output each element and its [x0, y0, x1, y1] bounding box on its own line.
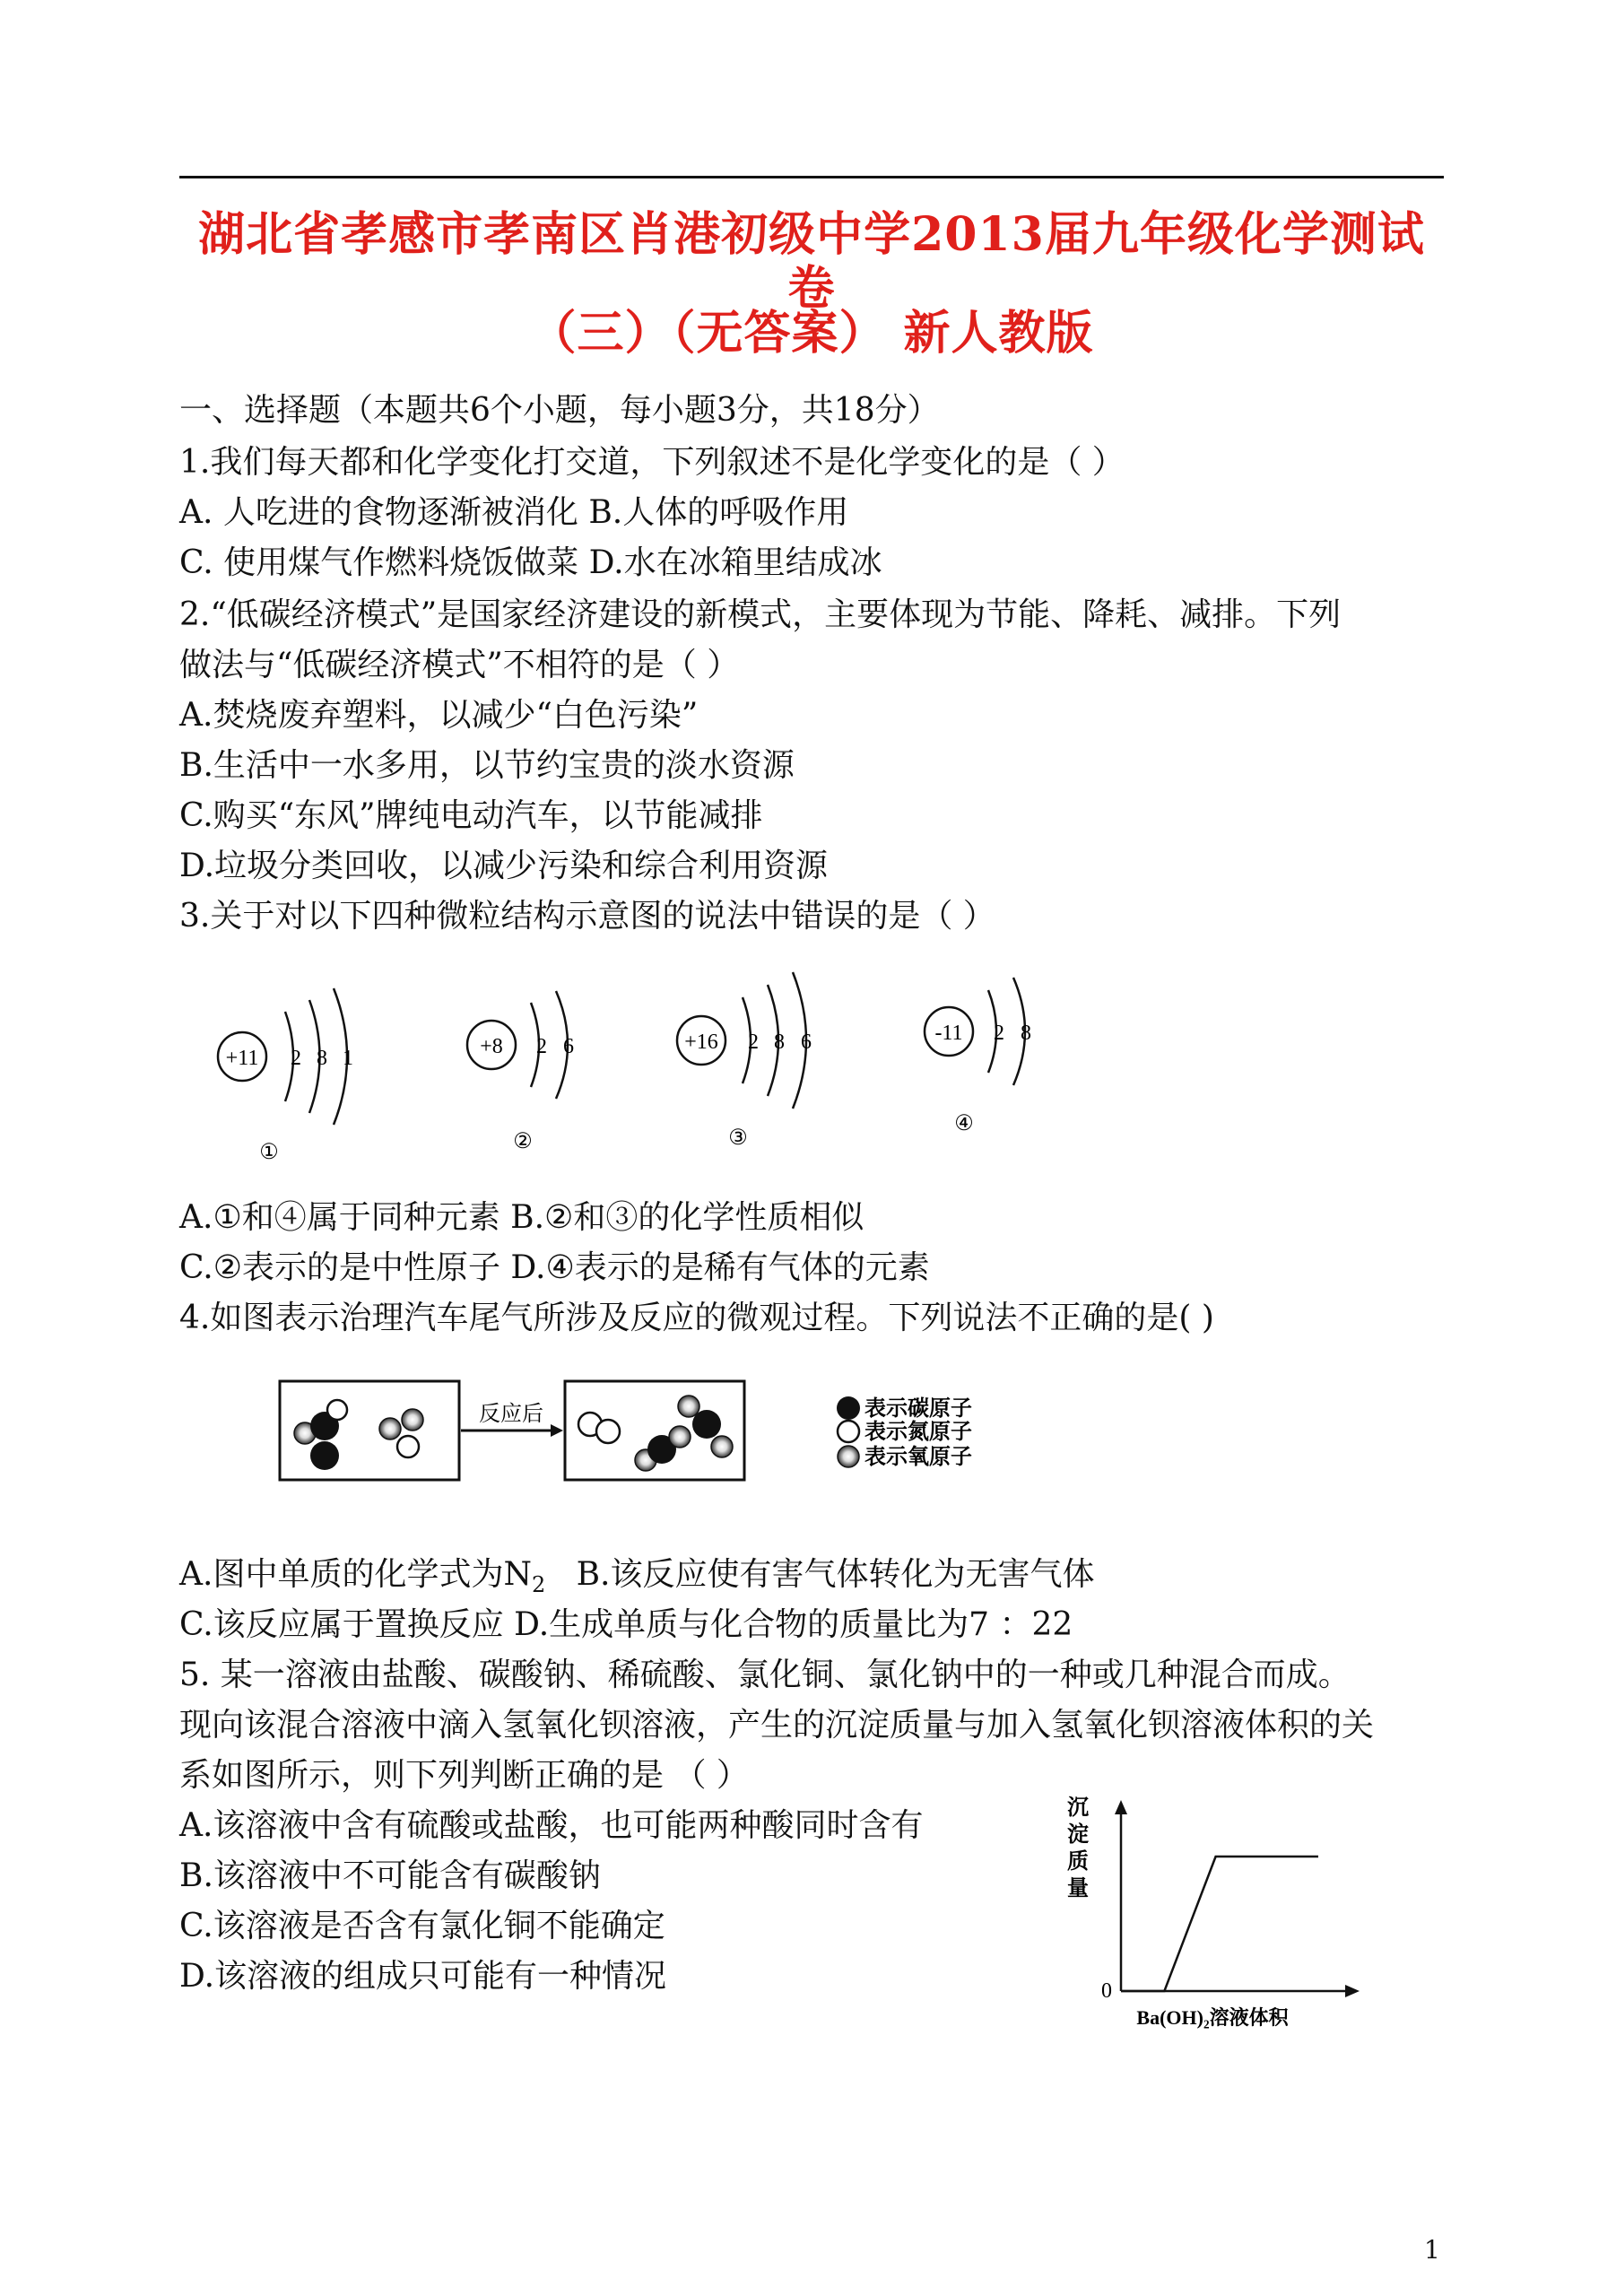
particle-1 — [218, 988, 353, 1164]
top-rule — [179, 176, 1444, 178]
chart-series-line — [1121, 1857, 1318, 1991]
particle-3-shell-3: 6 — [801, 1031, 812, 1054]
particle-1-shell-1: 2 — [291, 1047, 301, 1070]
particle-2-shell-1: 2 — [536, 1035, 547, 1058]
q3-options-cd: C.②表示的是中性原子 D.④表示的是稀有气体的元素 — [179, 1249, 930, 1286]
particle-3-shell-1: 2 — [748, 1031, 759, 1054]
particle-1-nucleus: +11 — [225, 1047, 259, 1070]
q5-stem-line3: 系如图所示，则下列判断正确的是 （ ） — [179, 1757, 749, 1794]
page-title-line2: （三）（无答案） 新人教版 — [529, 306, 1094, 361]
chart-y-axis-label-char: 质 — [1067, 1850, 1089, 1874]
particle-2 — [467, 991, 574, 1153]
particle-2-label: ② — [513, 1130, 533, 1153]
reaction-diagram — [269, 1370, 1013, 1505]
q2-stem-line1: 2.“低碳经济模式”是国家经济建设的新模式，主要体现为节能、降耗、减排。下列 — [179, 596, 1342, 633]
legend-carbon: 表示碳原子 — [864, 1397, 972, 1421]
chart-y-axis-label-char: 量 — [1067, 1877, 1089, 1900]
q5-stem-line1: 5. 某一溶液由盐酸、碳酸钠、稀硫酸、氯化铜、氯化钠中的一种或几种混合而成。 — [179, 1657, 1351, 1693]
q2-option-b: B.生活中一水多用，以节约宝贵的淡水资源 — [179, 747, 795, 784]
legend-nitrogen-icon — [838, 1421, 859, 1442]
particle-4 — [925, 978, 1031, 1135]
legend-oxygen: 表示氧原子 — [864, 1446, 972, 1469]
q2-option-a: A.焚烧废弃塑料，以减少“白色污染” — [179, 697, 699, 734]
q2-stem-line2: 做法与“低碳经济模式”不相符的是（ ） — [179, 647, 740, 683]
q5-stem-line2: 现向该混合溶液中滴入氢氧化钡溶液，产生的沉淀质量与加入氢氧化钡溶液体积的关 — [179, 1707, 1375, 1744]
particle-diagrams — [197, 969, 1058, 1175]
q5-option-a: A.该溶液中含有硫酸或盐酸，也可能两种酸同时含有 — [179, 1807, 924, 1844]
chart-y-axis-label-char: 沉 — [1067, 1796, 1089, 1820]
legend-carbon-icon — [837, 1396, 860, 1420]
chart-x-axis-label: Ba(OH)₂溶液体积 — [1136, 2006, 1289, 2029]
particle-2-shell-2: 6 — [563, 1035, 574, 1058]
q4-options-cd: C.该反应属于置换反应 D.生成单质与化合物的质量比为7 ：22 — [179, 1606, 1073, 1643]
particle-3-shell-2: 8 — [774, 1031, 785, 1054]
page-number: 1 — [1424, 2235, 1440, 2265]
q4-option-b: B.该反应使有害气体转化为无害气体 — [545, 1556, 1095, 1593]
particle-1-shell-2: 8 — [317, 1047, 327, 1070]
q5-option-d: D.该溶液的组成只可能有一种情况 — [179, 1958, 667, 1995]
chart-y-axis-arrow — [1115, 1800, 1127, 1814]
particle-4-shell-2: 8 — [1021, 1022, 1031, 1045]
q3-options-ab: A.①和④属于同种元素 B.②和③的化学性质相似 — [179, 1199, 864, 1236]
q1-stem: 1.我们每天都和化学变化打交道，下列叙述不是化学变化的是（ ） — [179, 444, 1125, 481]
q5-option-c: C.该溶液是否含有氯化铜不能确定 — [179, 1908, 665, 1944]
particle-3-label: ③ — [728, 1126, 748, 1150]
legend-oxygen-icon — [838, 1446, 859, 1467]
particle-1-label: ① — [259, 1141, 279, 1164]
q3-stem: 3.关于对以下四种微粒结构示意图的说法中错误的是（ ） — [179, 898, 995, 935]
q2-option-c: C.购买“东风”牌纯电动汽车，以节能减排 — [179, 797, 763, 834]
legend-nitrogen: 表示氮原子 — [864, 1421, 972, 1444]
chart-x-axis-arrow — [1345, 1985, 1360, 1997]
reaction-arrow-label: 反应后 — [479, 1403, 543, 1426]
q1-options-cd: C. 使用煤气作燃料烧饭做菜 D.水在冰箱里结成冰 — [179, 544, 882, 581]
particle-1-shell-3: 1 — [343, 1047, 353, 1070]
particle-2-nucleus: +8 — [480, 1035, 503, 1058]
q4-options-ab — [179, 1555, 1094, 1605]
page-title-line1: 湖北省孝感市孝南区肖港初级中学2013届九年级化学测试卷 — [198, 207, 1425, 316]
particle-4-label: ④ — [954, 1112, 974, 1135]
q4-option-a: A.图中单质的化学式为N — [179, 1556, 532, 1593]
chart-origin-label: 0 — [1101, 1979, 1112, 2003]
precipitate-chart — [1049, 1789, 1408, 2040]
q4-option-a-subscript: 2 — [531, 1572, 546, 1598]
particle-3-nucleus: +16 — [684, 1031, 718, 1054]
particle-4-shell-1: 2 — [994, 1022, 1004, 1045]
section-heading: 一、选择题（本题共6个小题，每小题3分，共18分） — [179, 392, 940, 429]
q5-option-b: B.该溶液中不可能含有碳酸钠 — [179, 1857, 601, 1894]
q4-stem: 4.如图表示治理汽车尾气所涉及反应的微观过程。下列说法不正确的是( ) — [179, 1300, 1214, 1336]
chart-y-axis-label — [1067, 1796, 1089, 1900]
particle-3 — [677, 972, 812, 1150]
chart-y-axis-label-char: 淀 — [1067, 1823, 1089, 1847]
particle-4-nucleus: -11 — [934, 1022, 963, 1045]
q1-options-ab: A. 人吃进的食物逐渐被消化 B.人体的呼吸作用 — [179, 494, 849, 531]
q2-option-d: D.垃圾分类回收，以减少污染和综合利用资源 — [179, 848, 829, 884]
